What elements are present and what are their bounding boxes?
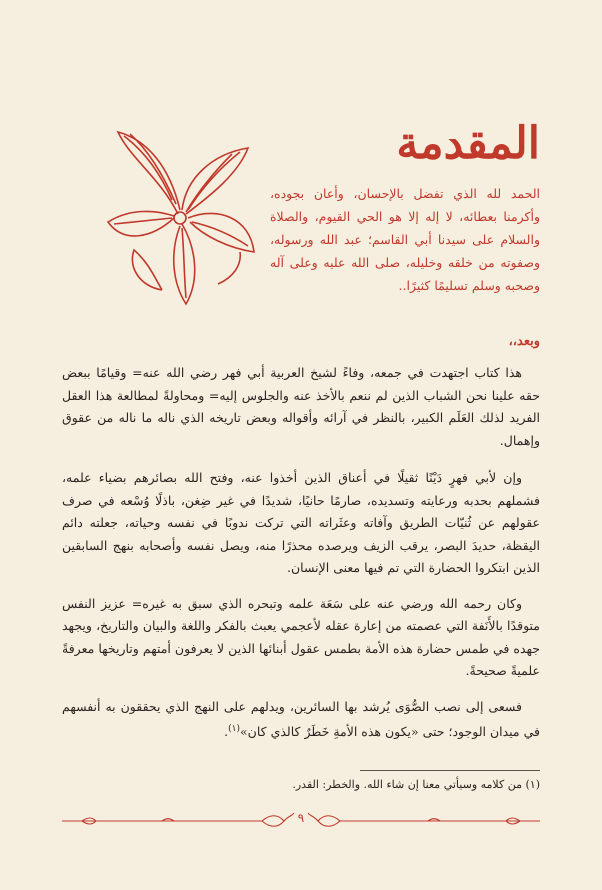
paragraph-4 xyxy=(62,696,540,744)
paragraph-3: وكان رحمه الله ورضي عنه على سَعَة علمه وتبحره الذي سبق به غيره= عزيز النفس متوقدًا بالأَنَفة التي عصمته من إعارة عقله لأعجمي يعبث بالفكر واللغة والبيان والتاريخ، ويجهد جهده في طمس حضارة هذه الأمة بطمس عقول أبنائها الذين لا يعرفون أمتهم وتاريخها معرفةً علميةً صحيحةً. xyxy=(62,595,540,678)
paragraph-2: وإن لأبي فهرٍ دَيْنًا ثقيلًا في أعناق الذين أخذوا عنه، وفتح الله بصائرهم بضياء علمه، فشملهم بحدبه ورعايته وتسديده، صارمًا حانيًا، شديدًا في غير ضِغن، باذلًا وُسْعه في صرف عقولهم عن ثُنيّات الطريق وآفاته وعثَراته التي تركت ندوبًا في نفسه وحياته، جعلته دائم اليقظة، حديدَ البصر، يرقب الزيف ويرصده محذرًا منه، ويصل نفسه وأصحابه بنهج السابقين الذين ابتكروا الحضارة التي تم فيها معنى الإنسان. xyxy=(62,470,540,575)
body-text xyxy=(62,362,540,757)
floral-ornament xyxy=(100,118,260,318)
footnote-reference[interactable]: (١) xyxy=(228,724,241,734)
paragraph-4-end: . xyxy=(224,724,229,740)
page-title: المقدمة xyxy=(396,118,540,169)
intro-paragraph: الحمد لله الذي تفضل بالإحسان، وأعان بجوده، وأكرمنا بعطائه، لا إله إلا هو الحي القيوم، والصلاة والسلام على سيدنا أبي القاسم؛ عبد الله ورسوله، وصفوته من خلقه وخليله، صلى الله عليه وعلى آله وصحبه وسلم تسليمًا كثيرًا.. xyxy=(270,186,540,293)
footnote-divider xyxy=(360,770,540,771)
page-number: ٩ xyxy=(297,811,305,825)
paragraph-1: هذا كتاب اجتهدت في جمعه، وفاءً لشيخ العربية أبي فهر رضي الله عنه= وقيامًا ببعض حقه علينا نحن الشباب الذين لم ننعم بالأخذ عنه والجلوس إليه= ومحاولةً لمطالعة هذا العقل الفريد لذلك العَلَم الكبير، بالنظر في آرائه وأقواله وبعض تاريخه الذي ناله ما ناله من عقوق وإهمال. xyxy=(62,365,540,448)
paragraph-4-text: فسعى إلى نصب الصُّوَى يُرشد بها السائرين، ويدلهم على النهج الذي يحققون به أنفسهم في ميدان الوجود؛ حتى «يكون هذه الأمةِ خَطَرٌ كالذي كان» xyxy=(62,698,540,740)
transition-phrase: وبعد،، xyxy=(508,334,540,349)
footnote: (١) من كلامه وسيأتي معنا إن شاء الله. والخطر: القدر. xyxy=(292,778,540,791)
